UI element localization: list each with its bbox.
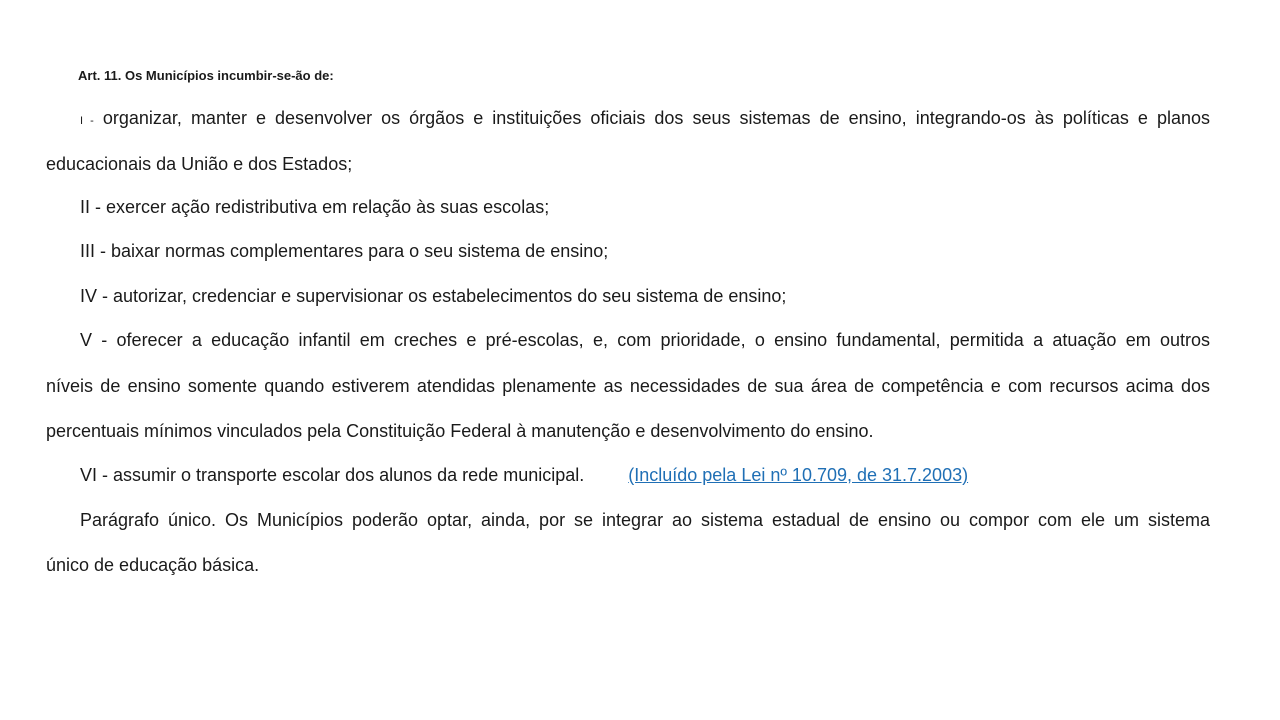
item-i-line-2: educacionais da União e dos Estados; (46, 154, 353, 174)
item-i-line-1 (80, 107, 1210, 132)
article-heading: Art. 11. Os Municípios incumbir-se-ão de: (78, 68, 334, 83)
item-v-line-1: V - oferecer a educação infantil em creches e pré-escolas, e, com prioridade, o ensino fundamental, permitida a atuação em outros (80, 330, 1210, 350)
paragrafo-line-2: único de educação básica. (46, 555, 260, 575)
item-iii: III - baixar normas complementares para o seu sistema de ensino; (80, 241, 609, 261)
item-vi (80, 464, 968, 486)
item-ii: II - exercer ação redistributiva em relação às suas escolas; (80, 197, 550, 217)
item-i-numeral: I - (80, 115, 94, 127)
item-v-line-3: percentuais mínimos vinculados pela Constituição Federal à manutenção e desenvolvimento do ensino. (46, 421, 874, 441)
paragrafo-line-1: Parágrafo único. Os Municípios poderão optar, ainda, por se integrar ao sistema estadual de ensino ou compor com ele um sistema (80, 510, 1210, 530)
item-iv: IV - autorizar, credenciar e supervisionar os estabelecimentos do seu sistema de ensino; (80, 286, 787, 306)
item-vi-text: VI - assumir o transporte escolar dos alunos da rede municipal. (80, 465, 585, 485)
item-v-line-2: níveis de ensino somente quando estiverem atendidas plenamente as necessidades de sua área de competência e com recursos acima dos (46, 376, 1210, 396)
law-reference-link[interactable]: (Incluído pela Lei nº 10.709, de 31.7.2003) (628, 465, 969, 485)
item-i-text: organizar, manter e desenvolver os órgãos e instituições oficiais dos seus sistemas de ensino, integrando-os às políticas e planos (102, 108, 1210, 128)
